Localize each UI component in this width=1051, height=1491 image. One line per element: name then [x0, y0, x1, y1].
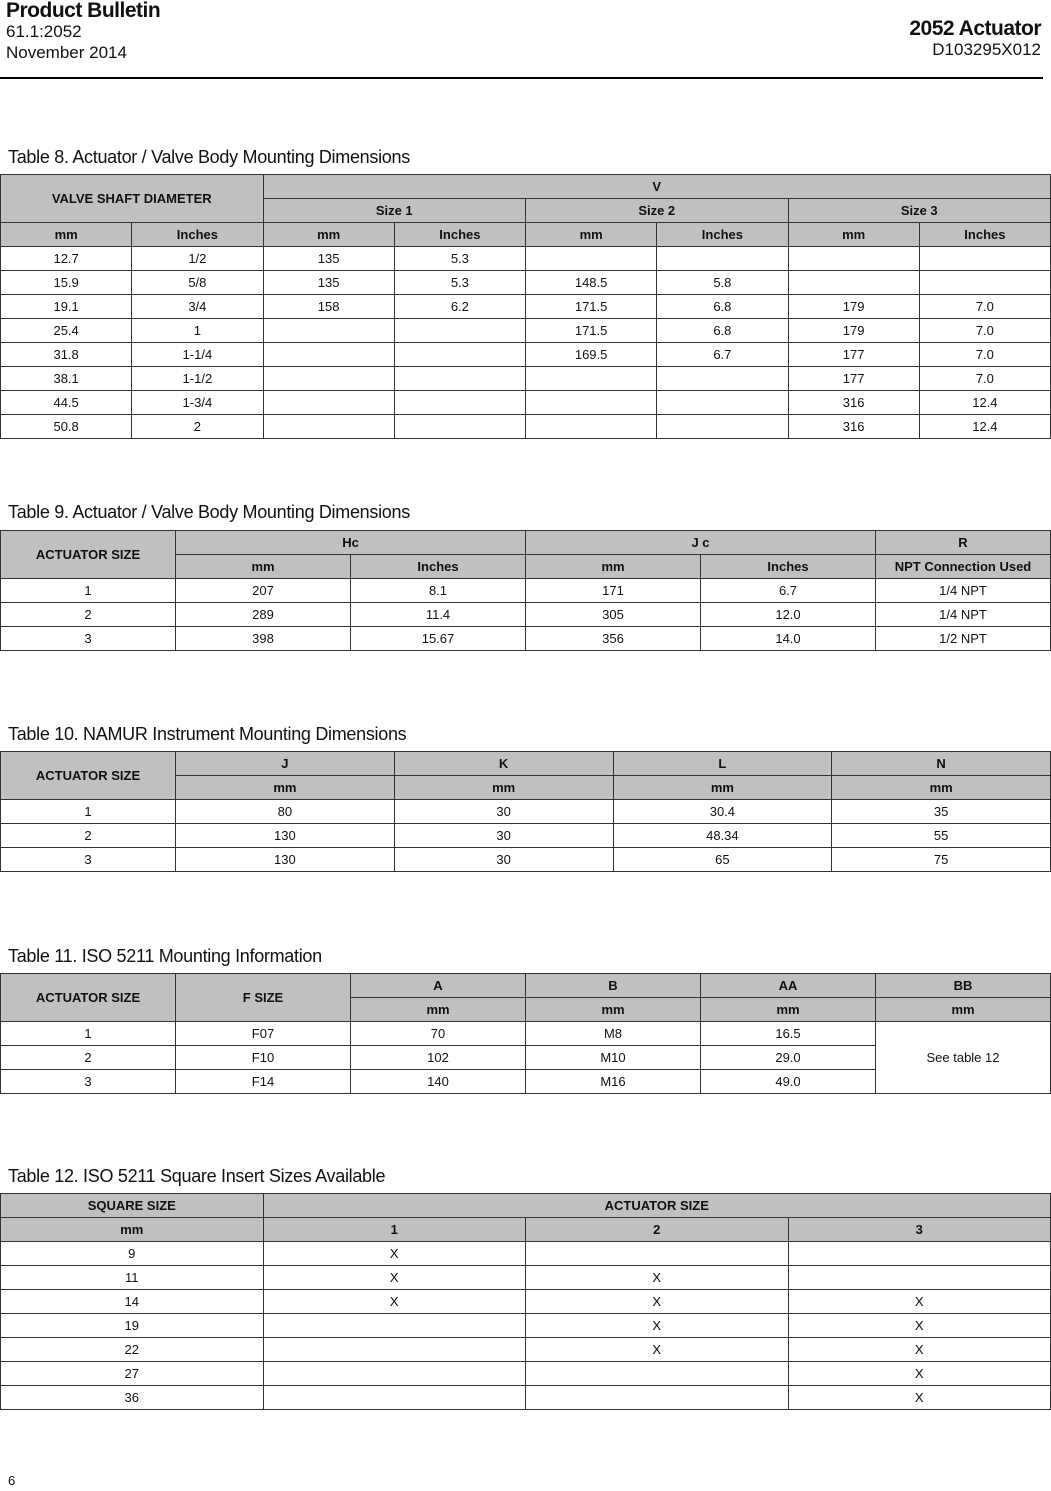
table-cell: 29.0: [701, 1046, 876, 1070]
table-cell: 30: [394, 824, 613, 848]
table-cell: 2: [1, 603, 176, 627]
header-v: V: [263, 175, 1051, 199]
table-cell: 158: [263, 295, 394, 319]
table-cell: 27: [1, 1362, 264, 1386]
unit-header: Inches: [919, 223, 1050, 247]
table-cell: 1-3/4: [132, 391, 263, 415]
unit-header: mm: [701, 998, 876, 1022]
header-size1: Size 1: [263, 199, 526, 223]
table-cell: 19.1: [1, 295, 132, 319]
table-cell: X: [526, 1266, 789, 1290]
header-actuator-size: ACTUATOR SIZE: [263, 1194, 1051, 1218]
header-aa: AA: [701, 974, 876, 998]
table-row: [1, 603, 1051, 627]
table-cell: 6.2: [394, 295, 525, 319]
table-cell: 38.1: [1, 367, 132, 391]
table-cell: 171.5: [526, 295, 657, 319]
header-a: A: [351, 974, 526, 998]
table-cell: 6.7: [701, 579, 876, 603]
table-cell: [657, 247, 788, 271]
table-cell: [788, 247, 919, 271]
table-cell: 55: [832, 824, 1051, 848]
table-row: [1, 295, 1051, 319]
table-cell: [394, 415, 525, 439]
unit-header: mm: [876, 998, 1051, 1022]
doc-date: November 2014: [6, 43, 127, 62]
table-cell: F07: [176, 1022, 351, 1046]
table-cell: [394, 319, 525, 343]
table-cell: 1/4 NPT: [876, 603, 1051, 627]
unit-header: Inches: [657, 223, 788, 247]
header-valve-shaft-diameter: VALVE SHAFT DIAMETER: [1, 175, 264, 223]
unit-header: 1: [263, 1218, 526, 1242]
unit-header: mm: [788, 223, 919, 247]
table-cell: [526, 415, 657, 439]
table-cell: X: [263, 1290, 526, 1314]
table-row: [1, 1242, 1051, 1266]
table-cell: 316: [788, 391, 919, 415]
table-cell: X: [788, 1338, 1051, 1362]
table-cell: [263, 319, 394, 343]
table-cell: 130: [176, 824, 395, 848]
table10-title: Table 10. NAMUR Instrument Mounting Dimensions: [8, 724, 407, 744]
table-cell: 14.0: [701, 627, 876, 651]
table8: [0, 174, 1051, 439]
table-row: [1, 391, 1051, 415]
unit-header: mm: [526, 223, 657, 247]
table-cell: 3: [1, 848, 176, 872]
table-cell: [526, 367, 657, 391]
table-cell: [263, 391, 394, 415]
table-cell: [919, 271, 1050, 295]
header-jc: J c: [526, 531, 876, 555]
table-cell: 50.8: [1, 415, 132, 439]
table-row: [1, 848, 1051, 872]
table-cell: 171: [526, 579, 701, 603]
table-cell: 7.0: [919, 295, 1050, 319]
table-cell: M8: [526, 1022, 701, 1046]
table-cell: 70: [351, 1022, 526, 1046]
table-cell: 22: [1, 1338, 264, 1362]
table-cell: 36: [1, 1386, 264, 1410]
table-cell: [394, 391, 525, 415]
table-cell: 179: [788, 319, 919, 343]
table-cell: 12.4: [919, 415, 1050, 439]
unit-header: Inches: [132, 223, 263, 247]
unit-header: Inches: [701, 555, 876, 579]
unit-header: mm: [832, 776, 1051, 800]
table-cell: 1: [1, 579, 176, 603]
table-cell: 30: [394, 800, 613, 824]
header-r: R: [876, 531, 1051, 555]
table-cell: 135: [263, 271, 394, 295]
table-cell: X: [788, 1290, 1051, 1314]
bulletin-number: 61.1:2052: [6, 22, 82, 41]
table-cell: 80: [176, 800, 395, 824]
table-cell: X: [788, 1386, 1051, 1410]
table-cell: 207: [176, 579, 351, 603]
table-cell: F14: [176, 1070, 351, 1094]
table-cell: 6.8: [657, 319, 788, 343]
table-cell: X: [788, 1314, 1051, 1338]
table-cell: 356: [526, 627, 701, 651]
table-cell: [657, 415, 788, 439]
table-cell: 2: [132, 415, 263, 439]
product-name: 2052 Actuator: [909, 17, 1041, 40]
header-left: [6, 0, 160, 63]
table-cell: [263, 1386, 526, 1410]
table-cell: X: [526, 1338, 789, 1362]
table-cell: [263, 343, 394, 367]
table-cell: 316: [788, 415, 919, 439]
header-square-size: SQUARE SIZE: [1, 1194, 264, 1218]
table-cell: [526, 391, 657, 415]
page-number: 6: [8, 1473, 16, 1488]
table-cell: 5.3: [394, 247, 525, 271]
table-cell: [526, 1242, 789, 1266]
table-cell: 2: [1, 824, 176, 848]
unit-header: mm: [263, 223, 394, 247]
table-cell: 19: [1, 1314, 264, 1338]
table-cell: 130: [176, 848, 395, 872]
table-cell: [526, 1386, 789, 1410]
table-cell: [788, 1242, 1051, 1266]
table-cell: [788, 271, 919, 295]
header-b: B: [526, 974, 701, 998]
table-cell: 30.4: [613, 800, 832, 824]
table-cell: X: [526, 1290, 789, 1314]
table-cell: M16: [526, 1070, 701, 1094]
table-cell: [394, 367, 525, 391]
table-cell: 7.0: [919, 343, 1050, 367]
table-cell: F10: [176, 1046, 351, 1070]
table-cell: 65: [613, 848, 832, 872]
table-row: [1, 1362, 1051, 1386]
table8-title: Table 8. Actuator / Valve Body Mounting Dimensions: [8, 147, 410, 167]
table-cell: X: [263, 1266, 526, 1290]
unit-header: mm: [613, 776, 832, 800]
table-cell: 15.67: [351, 627, 526, 651]
table-cell: 11.4: [351, 603, 526, 627]
table-cell: 75: [832, 848, 1051, 872]
header-size3: Size 3: [788, 199, 1051, 223]
table-cell: 16.5: [701, 1022, 876, 1046]
table11: [0, 973, 1051, 1094]
table9: [0, 530, 1051, 651]
table-cell: [263, 415, 394, 439]
table-cell: 2: [1, 1046, 176, 1070]
table-cell: 398: [176, 627, 351, 651]
table-cell: 102: [351, 1046, 526, 1070]
table-cell: [919, 247, 1050, 271]
table-row: [1, 627, 1051, 651]
header-size2: Size 2: [526, 199, 789, 223]
header-bb: BB: [876, 974, 1051, 998]
table-cell: 1/4 NPT: [876, 579, 1051, 603]
table-cell: [526, 247, 657, 271]
table-row: [1, 367, 1051, 391]
table12-title: Table 12. ISO 5211 Square Insert Sizes Available: [8, 1166, 386, 1186]
table12: [0, 1193, 1051, 1410]
table-cell: 1/2 NPT: [876, 627, 1051, 651]
table-cell: 1/2: [132, 247, 263, 271]
table-cell: 12.4: [919, 391, 1050, 415]
table-row: [1, 1022, 1051, 1046]
table-row: [1, 1290, 1051, 1314]
unit-header: 2: [526, 1218, 789, 1242]
unit-header: Inches: [351, 555, 526, 579]
table-cell: X: [526, 1314, 789, 1338]
table-cell: 49.0: [701, 1070, 876, 1094]
table-cell: X: [788, 1362, 1051, 1386]
table-cell: 25.4: [1, 319, 132, 343]
table-cell: 8.1: [351, 579, 526, 603]
table-cell: [263, 367, 394, 391]
table-cell: [788, 1266, 1051, 1290]
table-cell: 3: [1, 627, 176, 651]
table-row: [1, 415, 1051, 439]
table-cell: 5.3: [394, 271, 525, 295]
table-cell: [263, 1314, 526, 1338]
doc-type: Product Bulletin: [6, 0, 161, 22]
header-rule: [0, 77, 1043, 79]
header-actuator-size: ACTUATOR SIZE: [1, 531, 176, 579]
table-cell: 12.0: [701, 603, 876, 627]
table-cell: 1: [1, 800, 176, 824]
table-cell: [657, 391, 788, 415]
header-k: K: [394, 752, 613, 776]
table-cell: 15.9: [1, 271, 132, 295]
table-cell: 177: [788, 343, 919, 367]
table-cell: [263, 1362, 526, 1386]
table-row: [1, 1386, 1051, 1410]
table-cell: 35: [832, 800, 1051, 824]
table-cell: 44.5: [1, 391, 132, 415]
bb-note-cell: See table 12: [876, 1022, 1051, 1094]
unit-header: mm: [394, 776, 613, 800]
table-cell: 7.0: [919, 319, 1050, 343]
unit-header: mm: [176, 776, 395, 800]
doc-id: D103295X012: [932, 40, 1041, 59]
table-cell: 305: [526, 603, 701, 627]
unit-header: NPT Connection Used: [876, 555, 1051, 579]
table-row: [1, 1314, 1051, 1338]
unit-header: mm: [1, 1218, 264, 1242]
table-row: [1, 824, 1051, 848]
table-row: [1, 271, 1051, 295]
table-cell: 6.7: [657, 343, 788, 367]
table-cell: 3/4: [132, 295, 263, 319]
header-n: N: [832, 752, 1051, 776]
table-cell: 289: [176, 603, 351, 627]
table-cell: [657, 367, 788, 391]
table-cell: 9: [1, 1242, 264, 1266]
unit-header: mm: [526, 555, 701, 579]
table10: [0, 751, 1051, 872]
table-row: [1, 800, 1051, 824]
table-cell: 171.5: [526, 319, 657, 343]
table-cell: 179: [788, 295, 919, 319]
table-cell: 14: [1, 1290, 264, 1314]
unit-header: mm: [176, 555, 351, 579]
table-cell: 169.5: [526, 343, 657, 367]
unit-header: mm: [351, 998, 526, 1022]
table11-title: Table 11. ISO 5211 Mounting Information: [8, 946, 322, 966]
header-f-size: F SIZE: [176, 974, 351, 1022]
table-row: [1, 1266, 1051, 1290]
unit-header: Inches: [394, 223, 525, 247]
table-cell: 31.8: [1, 343, 132, 367]
unit-header: 3: [788, 1218, 1051, 1242]
header-l: L: [613, 752, 832, 776]
table-cell: [263, 1338, 526, 1362]
table-cell: 7.0: [919, 367, 1050, 391]
table-cell: X: [263, 1242, 526, 1266]
table-cell: 135: [263, 247, 394, 271]
table-cell: [526, 1362, 789, 1386]
table-cell: 11: [1, 1266, 264, 1290]
table-cell: 1-1/2: [132, 367, 263, 391]
table-cell: 5/8: [132, 271, 263, 295]
header-actuator-size: ACTUATOR SIZE: [1, 752, 176, 800]
table-cell: 30: [394, 848, 613, 872]
table-cell: 5.8: [657, 271, 788, 295]
table-row: [1, 319, 1051, 343]
table-cell: 177: [788, 367, 919, 391]
table-cell: [394, 343, 525, 367]
table-cell: M10: [526, 1046, 701, 1070]
table-row: [1, 343, 1051, 367]
table-cell: 1-1/4: [132, 343, 263, 367]
unit-header: mm: [1, 223, 132, 247]
unit-header: mm: [526, 998, 701, 1022]
table-cell: 148.5: [526, 271, 657, 295]
table-row: [1, 247, 1051, 271]
header-j: J: [176, 752, 395, 776]
table-row: [1, 579, 1051, 603]
table-cell: 140: [351, 1070, 526, 1094]
table-cell: 48.34: [613, 824, 832, 848]
table-cell: 1: [132, 319, 263, 343]
table-cell: 1: [1, 1022, 176, 1046]
table-cell: 12.7: [1, 247, 132, 271]
table-cell: 3: [1, 1070, 176, 1094]
header-hc: Hc: [176, 531, 526, 555]
table9-title: Table 9. Actuator / Valve Body Mounting Dimensions: [8, 502, 410, 522]
header-actuator-size: ACTUATOR SIZE: [1, 974, 176, 1022]
table-row: [1, 1338, 1051, 1362]
table-cell: 6.8: [657, 295, 788, 319]
header-right: [909, 18, 1041, 60]
